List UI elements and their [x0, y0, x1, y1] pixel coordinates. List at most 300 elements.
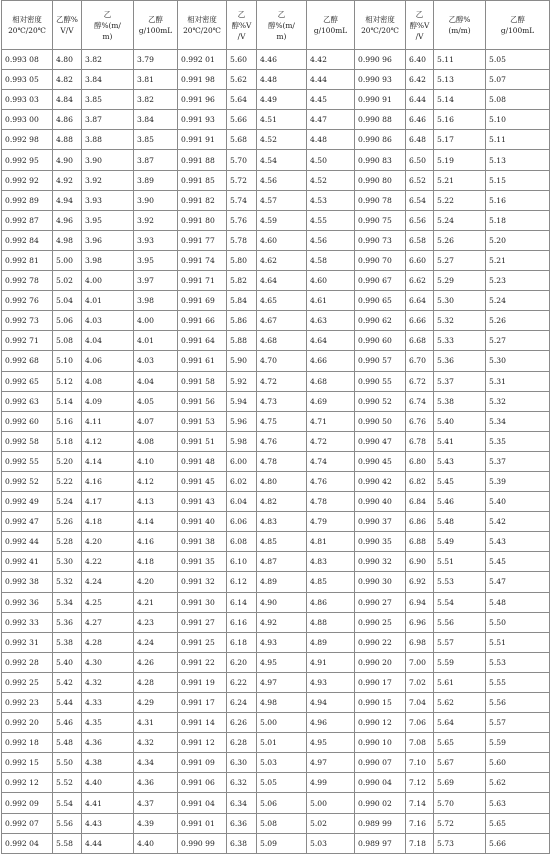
table-cell: 0.991 45: [178, 471, 227, 491]
table-cell: 5.48: [53, 733, 82, 753]
table-row: [2, 130, 550, 150]
table-cell: 0.991 43: [178, 492, 227, 512]
header-line: 醇%(m/: [268, 20, 295, 30]
table-cell: 4.52: [257, 130, 307, 150]
table-row: [2, 250, 550, 270]
table-cell: 6.82: [406, 471, 434, 491]
table-cell: 5.06: [53, 311, 82, 331]
table-cell: 4.79: [307, 512, 355, 532]
table-cell: 5.04: [53, 291, 82, 311]
table-cell: 3.92: [82, 170, 134, 190]
table-cell: 0.992 23: [2, 693, 53, 713]
table-cell: 3.98: [82, 250, 134, 270]
table-cell: 0.990 45: [355, 451, 406, 471]
table-cell: 4.89: [307, 632, 355, 652]
table-cell: 3.92: [134, 210, 178, 230]
table-cell: 6.28: [227, 733, 257, 753]
table-cell: 0.992 33: [2, 612, 53, 632]
table-cell: 0.991 04: [178, 793, 227, 813]
table-cell: 0.992 18: [2, 733, 53, 753]
table-cell: 6.14: [227, 592, 257, 612]
table-cell: 5.13: [486, 150, 550, 170]
table-cell: 0.992 04: [2, 833, 53, 853]
table-cell: 0.990 91: [355, 90, 406, 110]
table-cell: 5.16: [53, 411, 82, 431]
table-cell: 6.44: [406, 90, 434, 110]
table-cell: 5.21: [434, 170, 486, 190]
table-cell: 6.86: [406, 512, 434, 532]
table-row: [2, 90, 550, 110]
table-cell: 0.991 91: [178, 130, 227, 150]
header-line: 醇%(m/: [94, 20, 121, 30]
table-cell: 6.10: [227, 552, 257, 572]
table-cell: 4.35: [82, 713, 134, 733]
table-cell: 0.992 68: [2, 351, 53, 371]
header-line: 20℃/20℃: [361, 26, 399, 35]
table-row: [2, 190, 550, 210]
table-cell: 0.992 38: [2, 572, 53, 592]
header-line: 相对密度: [187, 15, 217, 24]
table-cell: 7.10: [406, 753, 434, 773]
table-cell: 0.991 35: [178, 552, 227, 572]
table-cell: 0.992 65: [2, 371, 53, 391]
table-cell: 5.40: [486, 492, 550, 512]
table-cell: 5.49: [434, 532, 486, 552]
table-row: [2, 271, 550, 291]
table-cell: 5.02: [307, 813, 355, 833]
table-cell: 6.48: [406, 130, 434, 150]
column-header: [406, 1, 434, 50]
table-cell: 0.992 36: [2, 592, 53, 612]
table-cell: 4.17: [82, 492, 134, 512]
table-row: [2, 753, 550, 773]
table-cell: 0.990 75: [355, 210, 406, 230]
table-row: [2, 230, 550, 250]
table-cell: 0.991 96: [178, 90, 227, 110]
table-cell: 5.74: [227, 190, 257, 210]
table-cell: 5.67: [434, 753, 486, 773]
table-cell: 6.46: [406, 110, 434, 130]
table-cell: 4.11: [82, 411, 134, 431]
table-cell: 4.88: [307, 612, 355, 632]
table-cell: 0.991 14: [178, 713, 227, 733]
table-cell: 6.98: [406, 632, 434, 652]
table-cell: 5.50: [53, 753, 82, 773]
table-cell: 4.24: [134, 632, 178, 652]
table-row: [2, 773, 550, 793]
table-cell: 5.08: [257, 813, 307, 833]
table-cell: 3.93: [82, 190, 134, 210]
table-cell: 0.991 82: [178, 190, 227, 210]
table-row: [2, 512, 550, 532]
table-cell: 5.32: [53, 572, 82, 592]
table-cell: 4.14: [82, 451, 134, 471]
table-cell: 5.51: [486, 632, 550, 652]
table-cell: 5.47: [486, 572, 550, 592]
table-cell: 0.992 12: [2, 773, 53, 793]
column-header: [53, 1, 82, 50]
column-header: [2, 1, 53, 50]
table-cell: 0.990 99: [178, 833, 227, 853]
table-cell: 4.49: [257, 90, 307, 110]
table-cell: 0.992 44: [2, 532, 53, 552]
table-cell: 7.14: [406, 793, 434, 813]
table-cell: 4.64: [307, 331, 355, 351]
header-line: g/100mL: [313, 26, 348, 35]
table-cell: 5.00: [307, 793, 355, 813]
table-cell: 5.64: [434, 713, 486, 733]
table-cell: 3.93: [134, 230, 178, 250]
column-header: [82, 1, 134, 50]
table-cell: 0.990 80: [355, 170, 406, 190]
table-cell: 3.85: [134, 130, 178, 150]
table-cell: 0.992 71: [2, 331, 53, 351]
table-cell: 4.57: [257, 190, 307, 210]
table-cell: 5.14: [53, 391, 82, 411]
table-cell: 5.14: [434, 90, 486, 110]
table-cell: 0.992 76: [2, 291, 53, 311]
table-cell: 5.44: [53, 693, 82, 713]
table-cell: 4.86: [307, 592, 355, 612]
table-cell: 0.992 84: [2, 230, 53, 250]
table-cell: 0.990 10: [355, 733, 406, 753]
table-cell: 0.992 63: [2, 391, 53, 411]
table-cell: 0.991 80: [178, 210, 227, 230]
table-cell: 4.44: [307, 70, 355, 90]
table-cell: 0.992 78: [2, 271, 53, 291]
table-cell: 4.36: [134, 773, 178, 793]
table-cell: 4.06: [82, 351, 134, 371]
table-cell: 5.78: [227, 230, 257, 250]
header-line: 醇%V: [409, 20, 430, 30]
table-cell: 4.54: [257, 150, 307, 170]
table-cell: 5.05: [257, 773, 307, 793]
table-cell: 5.86: [227, 311, 257, 331]
table-cell: 0.992 95: [2, 150, 53, 170]
table-cell: 4.51: [257, 110, 307, 130]
table-cell: 6.90: [406, 552, 434, 572]
table-row: [2, 451, 550, 471]
table-cell: 5.22: [434, 190, 486, 210]
table-cell: 4.60: [307, 271, 355, 291]
header-line: 相对密度: [365, 15, 395, 24]
table-cell: 0.990 25: [355, 612, 406, 632]
table-cell: 0.992 09: [2, 793, 53, 813]
table-cell: 5.37: [486, 451, 550, 471]
table-cell: 4.85: [307, 572, 355, 592]
table-cell: 5.24: [434, 210, 486, 230]
table-cell: 0.992 87: [2, 210, 53, 230]
table-cell: 3.97: [134, 271, 178, 291]
table-cell: 4.46: [257, 50, 307, 70]
table-cell: 5.30: [434, 291, 486, 311]
table-cell: 4.99: [307, 773, 355, 793]
table-cell: 5.80: [227, 250, 257, 270]
table-cell: 4.12: [134, 471, 178, 491]
table-cell: 0.990 47: [355, 431, 406, 451]
table-cell: 4.27: [82, 612, 134, 632]
table-cell: 7.08: [406, 733, 434, 753]
table-cell: 5.48: [434, 512, 486, 532]
table-cell: 5.46: [53, 713, 82, 733]
table-cell: 6.76: [406, 411, 434, 431]
table-cell: 4.56: [257, 170, 307, 190]
table-cell: 3.84: [82, 70, 134, 90]
table-row: [2, 411, 550, 431]
table-cell: 0.992 58: [2, 431, 53, 451]
table-cell: 4.48: [307, 130, 355, 150]
table-cell: 5.03: [307, 833, 355, 853]
table-cell: 0.992 31: [2, 632, 53, 652]
table-cell: 5.32: [434, 311, 486, 331]
table-cell: 4.60: [257, 230, 307, 250]
table-cell: 4.21: [134, 592, 178, 612]
table-cell: 4.95: [307, 733, 355, 753]
header-line: 20℃/20℃: [8, 26, 46, 35]
header-line: /V: [415, 31, 424, 41]
table-cell: 0.990 27: [355, 592, 406, 612]
table-cell: 5.39: [486, 471, 550, 491]
table-cell: 0.989 99: [355, 813, 406, 833]
table-cell: 5.09: [257, 833, 307, 853]
table-cell: 5.59: [486, 733, 550, 753]
table-cell: 5.90: [227, 351, 257, 371]
table-cell: 6.08: [227, 532, 257, 552]
table-cell: 5.36: [434, 351, 486, 371]
table-row: [2, 70, 550, 90]
table-cell: 0.991 64: [178, 331, 227, 351]
table-cell: 5.50: [486, 612, 550, 632]
table-cell: 4.22: [82, 552, 134, 572]
table-cell: 5.33: [434, 331, 486, 351]
table-cell: 5.65: [434, 733, 486, 753]
table-cell: 0.991 77: [178, 230, 227, 250]
table-cell: 5.84: [227, 291, 257, 311]
table-cell: 5.38: [53, 632, 82, 652]
table-row: [2, 331, 550, 351]
table-cell: 0.992 92: [2, 170, 53, 190]
table-row: [2, 652, 550, 672]
table-cell: 5.19: [434, 150, 486, 170]
header-line: g/100mL: [500, 26, 535, 35]
table-cell: 5.45: [434, 471, 486, 491]
table-cell: 5.41: [434, 431, 486, 451]
table-cell: 6.52: [406, 170, 434, 190]
table-cell: 0.990 73: [355, 230, 406, 250]
table-cell: 5.43: [486, 532, 550, 552]
table-cell: 4.03: [82, 311, 134, 331]
table-cell: 5.88: [227, 331, 257, 351]
table-cell: 4.48: [257, 70, 307, 90]
table-row: [2, 170, 550, 190]
table-cell: 3.90: [82, 150, 134, 170]
table-cell: 4.18: [82, 512, 134, 532]
table-cell: 0.993 03: [2, 90, 53, 110]
table-cell: 6.26: [227, 713, 257, 733]
table-cell: 0.990 40: [355, 492, 406, 512]
table-cell: 4.13: [134, 492, 178, 512]
table-cell: 0.992 20: [2, 713, 53, 733]
table-cell: 7.00: [406, 652, 434, 672]
table-cell: 4.14: [134, 512, 178, 532]
table-row: [2, 833, 550, 853]
table-cell: 0.992 28: [2, 652, 53, 672]
table-cell: 4.09: [82, 391, 134, 411]
table-cell: 5.31: [486, 371, 550, 391]
table-cell: 6.84: [406, 492, 434, 512]
table-cell: 0.991 30: [178, 592, 227, 612]
table-cell: 5.54: [434, 592, 486, 612]
table-cell: 5.76: [227, 210, 257, 230]
table-cell: 4.07: [134, 411, 178, 431]
table-cell: 4.63: [307, 311, 355, 331]
table-cell: 0.990 83: [355, 150, 406, 170]
table-cell: 5.36: [53, 612, 82, 632]
table-row: [2, 672, 550, 692]
table-cell: 4.36: [82, 733, 134, 753]
table-cell: 4.98: [257, 693, 307, 713]
table-cell: 6.56: [406, 210, 434, 230]
table-cell: 4.66: [307, 351, 355, 371]
table-cell: 5.45: [486, 552, 550, 572]
alcohol-density-table: [1, 0, 550, 854]
table-cell: 4.87: [257, 552, 307, 572]
table-cell: 0.989 97: [355, 833, 406, 853]
table-cell: 0.991 40: [178, 512, 227, 532]
table-cell: 5.18: [486, 210, 550, 230]
table-cell: 4.50: [307, 150, 355, 170]
table-cell: 5.82: [227, 271, 257, 291]
table-cell: 5.13: [434, 70, 486, 90]
table-cell: 5.56: [434, 612, 486, 632]
table-cell: 3.98: [134, 291, 178, 311]
table-cell: 4.20: [82, 532, 134, 552]
table-cell: 6.22: [227, 672, 257, 692]
table-cell: 5.70: [227, 150, 257, 170]
table-cell: 0.993 08: [2, 50, 53, 70]
table-cell: 5.69: [434, 773, 486, 793]
table-cell: 0.990 88: [355, 110, 406, 130]
table-cell: 6.96: [406, 612, 434, 632]
table-cell: 5.37: [434, 371, 486, 391]
table-cell: 0.992 15: [2, 753, 53, 773]
table-cell: 5.22: [53, 471, 82, 491]
table-cell: 6.80: [406, 451, 434, 471]
table-cell: 4.88: [53, 130, 82, 150]
table-row: [2, 572, 550, 592]
table-cell: 6.58: [406, 230, 434, 250]
table-cell: 0.992 81: [2, 250, 53, 270]
table-cell: 4.00: [82, 271, 134, 291]
table-cell: 5.24: [486, 291, 550, 311]
table-cell: 5.43: [434, 451, 486, 471]
table-cell: 3.85: [82, 90, 134, 110]
table-cell: 5.26: [53, 512, 82, 532]
table-cell: 5.30: [53, 552, 82, 572]
table-cell: 4.53: [307, 190, 355, 210]
table-cell: 4.04: [134, 371, 178, 391]
table-cell: 4.83: [307, 552, 355, 572]
table-row: [2, 391, 550, 411]
table-cell: 3.88: [82, 130, 134, 150]
table-cell: 5.70: [434, 793, 486, 813]
table-cell: 4.29: [134, 693, 178, 713]
table-cell: 5.72: [227, 170, 257, 190]
table-cell: 5.55: [486, 672, 550, 692]
table-cell: 7.18: [406, 833, 434, 853]
table-cell: 5.26: [434, 230, 486, 250]
table-cell: 0.991 38: [178, 532, 227, 552]
table-cell: 4.42: [307, 50, 355, 70]
table-cell: 4.93: [257, 632, 307, 652]
table-cell: 6.88: [406, 532, 434, 552]
table-cell: 5.53: [434, 572, 486, 592]
table-cell: 0.991 51: [178, 431, 227, 451]
table-cell: 6.62: [406, 271, 434, 291]
table-row: [2, 713, 550, 733]
table-cell: 5.48: [486, 592, 550, 612]
table-cell: 4.67: [257, 311, 307, 331]
table-cell: 4.01: [134, 331, 178, 351]
table-cell: 6.50: [406, 150, 434, 170]
table-cell: 0.991 17: [178, 693, 227, 713]
table-cell: 0.991 56: [178, 391, 227, 411]
table-cell: 3.82: [82, 50, 134, 70]
table-cell: 0.992 73: [2, 311, 53, 331]
table-cell: 4.78: [257, 451, 307, 471]
table-cell: 0.991 06: [178, 773, 227, 793]
table-cell: 4.45: [307, 90, 355, 110]
table-cell: 3.87: [134, 150, 178, 170]
table-cell: 4.04: [82, 331, 134, 351]
table-cell: 0.990 67: [355, 271, 406, 291]
table-cell: 0.991 01: [178, 813, 227, 833]
table-cell: 5.26: [486, 311, 550, 331]
table-cell: 4.97: [257, 672, 307, 692]
table-cell: 5.38: [434, 391, 486, 411]
table-row: [2, 733, 550, 753]
table-row: [2, 471, 550, 491]
table-cell: 6.74: [406, 391, 434, 411]
table-cell: 5.40: [434, 411, 486, 431]
table-cell: 3.79: [134, 50, 178, 70]
table-cell: 4.65: [257, 291, 307, 311]
table-row: [2, 291, 550, 311]
table-cell: 5.42: [53, 672, 82, 692]
header-line: m): [276, 31, 287, 41]
table-cell: 0.991 85: [178, 170, 227, 190]
table-row: [2, 150, 550, 170]
table-cell: 0.991 71: [178, 271, 227, 291]
table-cell: 6.60: [406, 250, 434, 270]
table-cell: 5.53: [486, 652, 550, 672]
table-cell: 0.990 78: [355, 190, 406, 210]
table-cell: 6.72: [406, 371, 434, 391]
table-cell: 0.991 98: [178, 70, 227, 90]
table-cell: 5.30: [486, 351, 550, 371]
table-cell: 5.00: [257, 713, 307, 733]
table-cell: 0.990 60: [355, 331, 406, 351]
table-cell: 4.56: [307, 230, 355, 250]
table-cell: 6.42: [406, 70, 434, 90]
table-cell: 4.96: [53, 210, 82, 230]
table-cell: 4.68: [307, 371, 355, 391]
table-cell: 4.32: [134, 733, 178, 753]
table-cell: 0.991 69: [178, 291, 227, 311]
table-cell: 5.08: [53, 331, 82, 351]
table-cell: 3.84: [134, 110, 178, 130]
table-row: [2, 693, 550, 713]
